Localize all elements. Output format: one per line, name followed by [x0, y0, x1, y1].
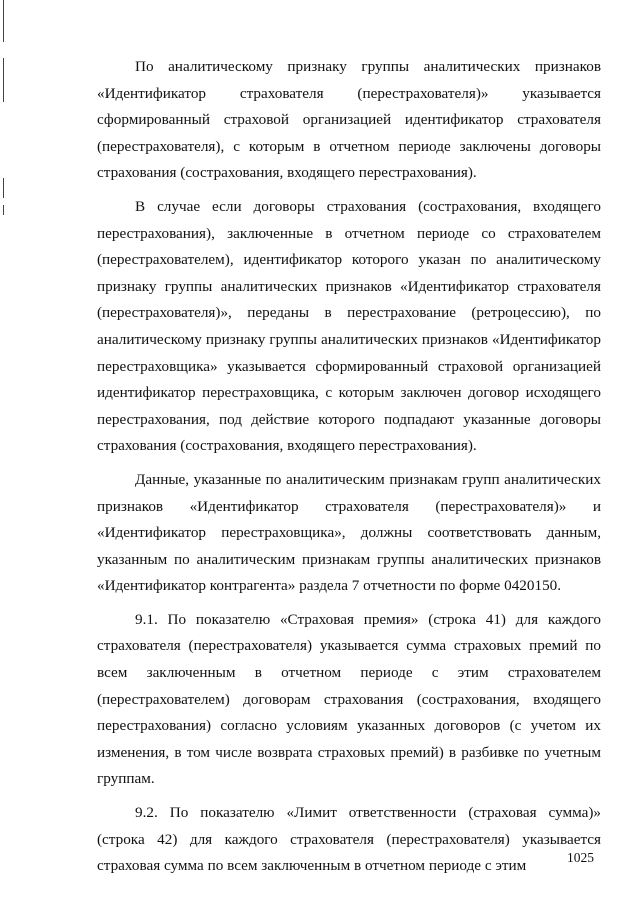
scan-margin-mark — [3, 178, 4, 198]
paragraph: 9.2. По показателю «Лимит ответственности (страховая сумма)» (строка 42) для каждого страхователя (перестрахователя) указывается страховая сумма по всем заключенным в отчетном периоде с этим — [97, 804, 601, 875]
page-number: 1025 — [567, 850, 594, 865]
paragraph: Данные, указанные по аналитическим признакам групп аналитических признаков «Идентификатор страхователя (перестрахователя)» и «Идентификатор перестраховщика», должны соответствовать данным, указанным по аналитическим признакам группы аналитических признаков «Идентификатор контрагента» раздела 7 отчетности по форме 0420150. — [97, 470, 601, 595]
document-body — [97, 54, 601, 880]
scan-margin-mark — [3, 205, 4, 215]
paragraph: По аналитическому признаку группы аналитических признаков «Идентификатор страхователя (перестрахователя)» указывается сформированный страховой организацией идентификатор страхователя (перестрахователя), с которым в отчетном периоде заключены договоры страхования (сострахования, входящего перестрахования). — [97, 58, 601, 182]
paragraph: 9.1. По показателю «Страховая премия» (строка 41) для каждого страхователя (перестрахователя) указывается сумма страховых премий по всем заключенным в отчетном периоде с этим страхователем (перестрахователем) договорам страхования (сострахования, входящего перестрахования) согласно условиям указанных договоров (с учетом их изменения, в том числе возврата страховых премий) в разбивке по учетным группам. — [97, 610, 601, 788]
scan-margin-mark — [3, 58, 4, 102]
paragraph: В случае если договоры страхования (сострахования, входящего перестрахования), заключенные в отчетном периоде со страхователем (перестрахователем), идентификатор которого указан по аналитическому признаку группы аналитических признаков «Идентификатор страхователя (перестрахователя)», переданы в перестрахование (ретроцессию), по аналитическому признаку группы аналитических признаков «Идентификатор перестраховщика» указывается сформированный страховой организацией идентификатор перестраховщика, с которым заключен договор исходящего перестрахования, под действие которого подпадают указанные договоры страхования (сострахования, входящего перестрахования). — [97, 197, 601, 455]
scan-margin-mark — [3, 0, 4, 42]
